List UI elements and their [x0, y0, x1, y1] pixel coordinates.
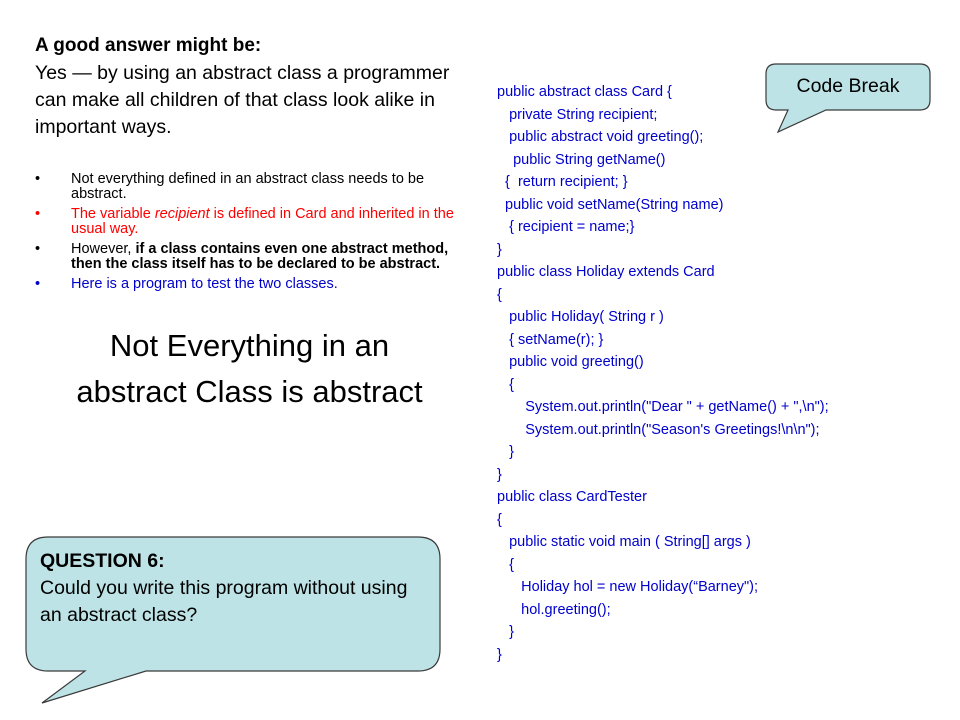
- code-line: { recipient = name;}: [497, 219, 635, 235]
- code-line: { return recipient; }: [497, 174, 628, 190]
- question-body: Could you write this program without using an abstract class?: [40, 577, 408, 626]
- answer-heading: A good answer might be:: [35, 35, 262, 56]
- code-line: public static void main ( String[] args ): [497, 534, 751, 550]
- code-line: }: [497, 444, 514, 460]
- question-text-block: [40, 548, 430, 629]
- code-line: public abstract void greeting();: [497, 129, 704, 145]
- code-line: Holiday hol = new Holiday(“Barney");: [497, 579, 759, 595]
- bullet-dot: •: [35, 206, 41, 222]
- bullet-bold: if a class contains even one abstract method, then the class itself has to be declared to be abstract.: [71, 241, 449, 272]
- code-line: {: [497, 376, 514, 393]
- bullet-dot: •: [35, 241, 41, 257]
- code-line: System.out.println("Season's Greetings!\n\n");: [497, 421, 820, 438]
- code-line: { setName(r); }: [497, 331, 604, 348]
- bullet-emphasis: recipient: [154, 206, 210, 222]
- bullet-text: Not everything defined in an abstract class needs to be abstract.: [71, 171, 425, 202]
- code-line: public void setName(String name): [497, 196, 724, 213]
- slide-title: Not Everything in an abstract Class is abstract: [76, 328, 423, 409]
- code-line: }: [497, 241, 502, 258]
- code-line: private String recipient;: [497, 106, 658, 123]
- bullet-text: However,: [71, 241, 136, 257]
- code-line: }: [497, 646, 502, 663]
- answer-body: Yes — by using an abstract class a programmer can make all children of that class look alike in important ways.: [35, 62, 450, 138]
- bullet-text: Here is a program to test the two classes.: [71, 276, 338, 292]
- code-line: public Holiday( String r ): [497, 309, 664, 325]
- question-label: QUESTION 6:: [40, 550, 165, 572]
- code-line: {: [497, 511, 502, 528]
- code-line: public abstract class Card {: [497, 84, 672, 100]
- code-line: public String getName(): [497, 151, 666, 168]
- bullet-dot: •: [35, 171, 41, 187]
- code-line: }: [497, 624, 514, 640]
- bullet-text: The variable: [71, 206, 155, 222]
- code-line: {: [497, 286, 502, 303]
- bullet-text: is defined in Card and inherited in the usual way.: [71, 206, 454, 237]
- code-line: public void greeting(): [497, 354, 644, 370]
- code-line: public class CardTester: [497, 489, 647, 505]
- code-line: }: [497, 466, 502, 483]
- code-line: System.out.println("Dear " + getName() + ",\n");: [497, 399, 829, 415]
- code-line: public class Holiday extends Card: [497, 264, 715, 280]
- code-break-label: Code Break: [796, 74, 900, 97]
- code-line: {: [497, 556, 514, 573]
- code-line: hol.greeting();: [497, 601, 611, 618]
- bullet-dot: •: [35, 276, 41, 292]
